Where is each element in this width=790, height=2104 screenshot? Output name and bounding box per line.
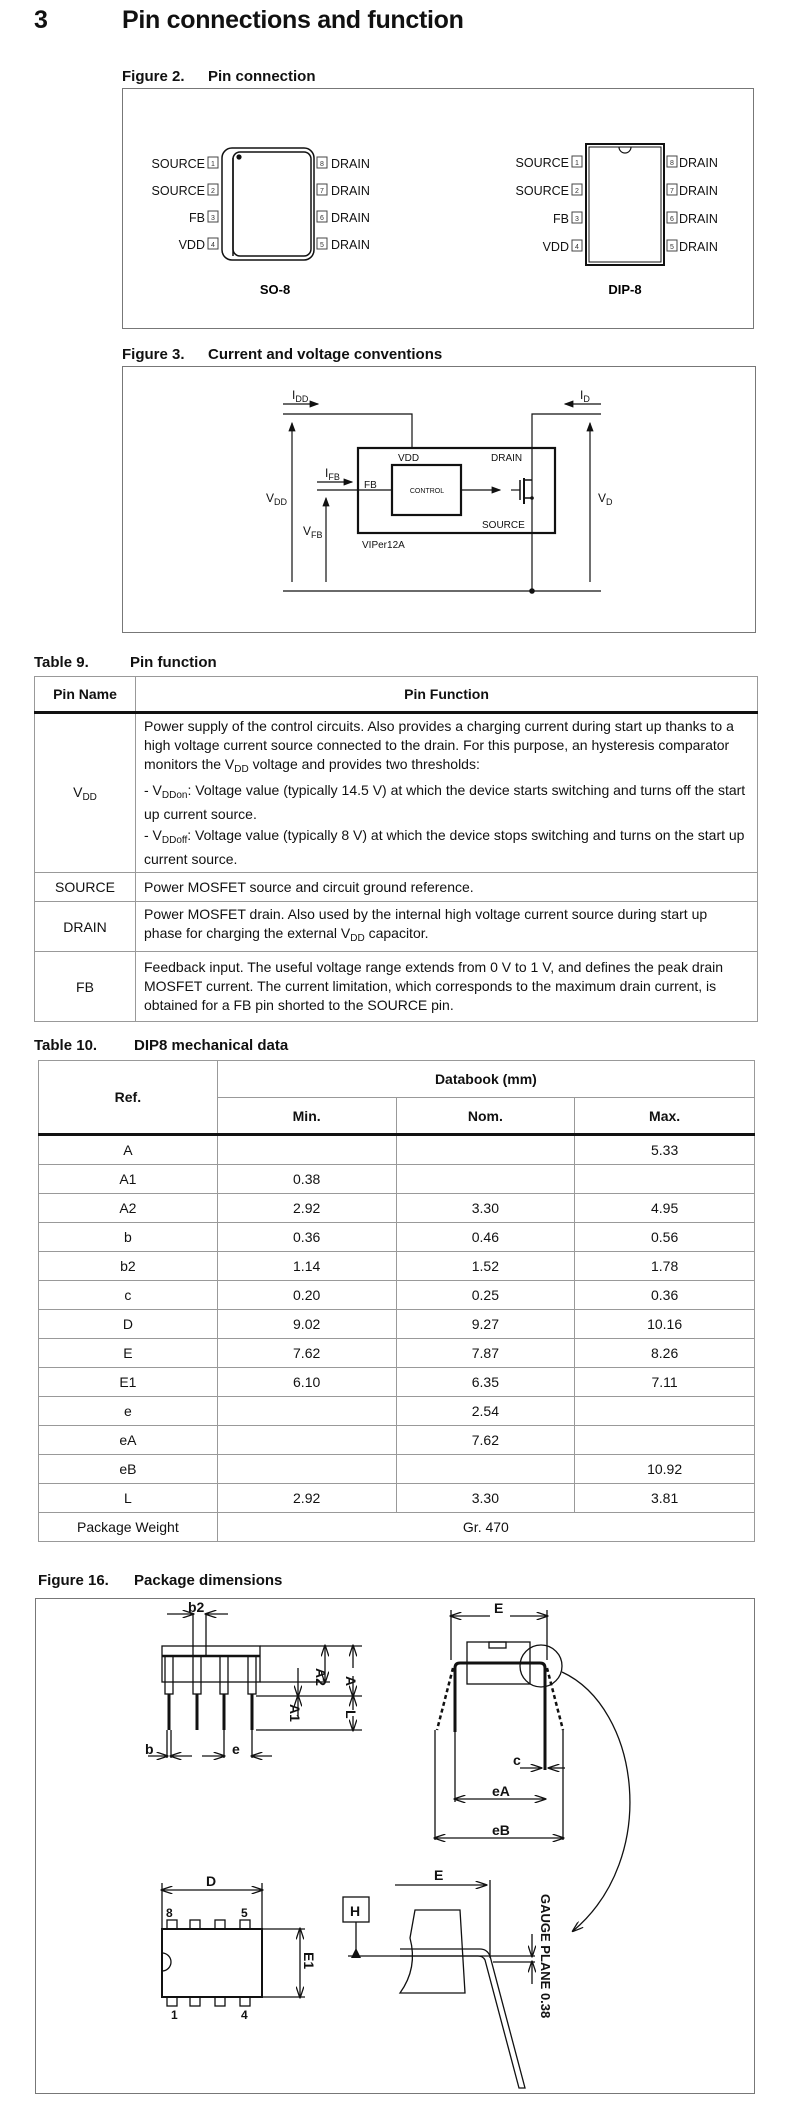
pin-connection-diagram	[0, 0, 790, 340]
section-title: Pin connections and function	[122, 6, 464, 34]
table-row: A1 0.38	[39, 1165, 755, 1194]
pin1-dot-icon	[236, 154, 241, 159]
junction-dot	[529, 588, 535, 594]
notch-icon	[619, 147, 631, 153]
svg-text:FB: FB	[189, 211, 205, 225]
dip8-package	[516, 144, 718, 297]
svg-text:SOURCE: SOURCE	[515, 184, 569, 198]
dip8-mechanical-table	[38, 1060, 755, 1542]
col-header-max: Max.	[575, 1098, 755, 1135]
table-row: eB 10.92	[39, 1455, 755, 1484]
table9-caption	[34, 654, 217, 671]
svg-text:eA: eA	[492, 1783, 510, 1799]
svg-text:E: E	[434, 1867, 444, 1883]
svg-text:DRAIN: DRAIN	[331, 238, 370, 252]
svg-text:IFB: $I_{FB}$	[325, 466, 340, 482]
current-voltage-diagram	[0, 366, 790, 636]
svg-text:SOURCE: SOURCE	[151, 157, 205, 171]
svg-text:DRAIN: DRAIN	[679, 212, 718, 226]
svg-text:4: 4	[211, 242, 215, 249]
table-row: FB Feedback input. The useful voltage range extends from 0 V to 1 V, and defines the peak drain MOSFET current. The current limitation, which corresponds to the maximum drain current, is obtained for a FB pin shorted to the SOURCE pin.	[35, 952, 758, 1022]
mosfet-icon	[520, 478, 532, 504]
svg-text:A1: A1	[287, 1704, 303, 1722]
table-row: b 0.36 0.46 0.56	[39, 1223, 755, 1252]
pin-function-table	[34, 676, 758, 1022]
svg-text:DRAIN: DRAIN	[331, 211, 370, 225]
svg-text:3: 3	[211, 215, 215, 222]
so8-package	[152, 148, 370, 297]
col-header-ref: Ref.	[39, 1061, 218, 1135]
table9-number: Table 9.	[34, 654, 89, 671]
svg-text:b2: b2	[188, 1599, 205, 1615]
svg-text:VDD: VDD	[178, 238, 205, 252]
svg-text:VIPer12A: VIPer12A	[362, 540, 405, 551]
table10-title: DIP8 mechanical data	[134, 1037, 289, 1054]
table-row: b2 1.14 1.52 1.78	[39, 1252, 755, 1281]
figure2-title: Pin connection	[208, 68, 316, 85]
svg-text:GAUGE PLANE 0.38: GAUGE PLANE 0.38	[538, 1894, 553, 2019]
svg-text:7: 7	[320, 188, 324, 195]
svg-text:H: H	[350, 1903, 361, 1919]
svg-text:2: 2	[575, 188, 579, 195]
svg-text:L: L	[343, 1710, 359, 1719]
section-number: 3	[34, 6, 48, 34]
col-header-pin-name: Pin Name	[35, 677, 136, 713]
svg-text:FB: FB	[553, 212, 569, 226]
svg-text:DRAIN: DRAIN	[679, 184, 718, 198]
figure3-number: Figure 3.	[122, 346, 185, 363]
table-row: c 0.20 0.25 0.36	[39, 1281, 755, 1310]
dip8-label: DIP-8	[608, 282, 642, 297]
table10-caption	[34, 1037, 288, 1054]
col-header-nom: Nom.	[396, 1098, 575, 1135]
svg-text:5: 5	[670, 244, 674, 251]
svg-text:ID: $I_D$	[580, 388, 590, 404]
svg-text:VDD: VDD	[398, 453, 420, 464]
svg-text:8: 8	[670, 160, 674, 167]
svg-text:8: 8	[320, 161, 324, 168]
figure3-title: Current and voltage conventions	[208, 346, 443, 363]
table-row-package-weight: Package Weight Gr. 470	[39, 1513, 755, 1542]
svg-text:SOURCE: SOURCE	[515, 156, 569, 170]
svg-text:VD: $V_D$	[598, 491, 613, 507]
col-header-min: Min.	[217, 1098, 396, 1135]
svg-text:DRAIN: DRAIN	[331, 184, 370, 198]
so8-label: SO-8	[259, 282, 291, 297]
table-row: e 2.54	[39, 1397, 755, 1426]
svg-text:IDD: $I_{DD}$	[292, 388, 309, 404]
svg-text:VFB: $V_{FB}$	[303, 524, 323, 540]
svg-text:A2: A2	[313, 1668, 329, 1686]
table9-title: Pin function	[130, 654, 217, 671]
svg-text:SOURCE: SOURCE	[151, 184, 205, 198]
svg-text:VDD: VDD	[542, 240, 569, 254]
svg-text:8: 8	[166, 1906, 173, 1920]
svg-text:A: A	[343, 1676, 359, 1687]
svg-text:e: e	[232, 1741, 240, 1757]
svg-text:4: 4	[241, 2008, 248, 2022]
svg-text:3: 3	[575, 216, 579, 223]
svg-text:1: 1	[171, 2008, 178, 2022]
svg-text:7: 7	[670, 188, 674, 195]
svg-text:5: 5	[320, 242, 324, 249]
svg-text:DRAIN: DRAIN	[331, 157, 370, 171]
col-header-pin-function: Pin Function	[136, 677, 758, 713]
svg-text:eB: eB	[492, 1822, 510, 1838]
svg-text:E1: E1	[301, 1952, 317, 1970]
figure3-caption	[122, 346, 442, 363]
table-row: $V_{DD}$ Power supply of the control circuits. Also provides a charging current during start up thanks to a high voltage current source connected to the drain. For this purpose, an hysteresis comparator monitors the $V_{DD}$ voltage and provides two thresholds: - $V_{DDon}$: Voltage value (typically 14.5 V) at which the device starts switching and turns off the start up current source. - $V_{DDoff}$: Voltage value (typically 8 V) at which the device stops switching and turns on the start up current source.	[35, 713, 758, 873]
svg-text:1: 1	[575, 160, 579, 167]
svg-text:SOURCE: SOURCE	[482, 520, 525, 531]
svg-text:5: 5	[241, 1906, 248, 1920]
svg-text:FB: FB	[364, 480, 377, 491]
svg-text:c: c	[513, 1752, 521, 1768]
svg-text:1: 1	[211, 161, 215, 168]
figure16-number: Figure 16.	[38, 1572, 109, 1589]
table10-number: Table 10.	[34, 1037, 98, 1054]
table-row: E1 6.10 6.35 7.11	[39, 1368, 755, 1397]
table-row: A2 2.92 3.30 4.95	[39, 1194, 755, 1223]
table-row: D 9.02 9.27 10.16	[39, 1310, 755, 1339]
table-row: SOURCE Power MOSFET source and circuit ground reference.	[35, 873, 758, 902]
svg-text:2: 2	[211, 188, 215, 195]
svg-text:4: 4	[575, 244, 579, 251]
svg-text:VDD: $V_{DD}$	[266, 491, 288, 507]
table-row: L 2.92 3.30 3.81	[39, 1484, 755, 1513]
figure16-title: Package dimensions	[134, 1572, 283, 1589]
table-row: E 7.62 7.87 8.26	[39, 1339, 755, 1368]
svg-text:6: 6	[670, 216, 674, 223]
svg-text:DRAIN: DRAIN	[679, 156, 718, 170]
svg-text:6: 6	[320, 215, 324, 222]
package-dimensions-drawing	[0, 1598, 790, 2098]
table-row: A 5.33	[39, 1135, 755, 1165]
figure16-caption	[38, 1572, 282, 1589]
figure2-number: Figure 2.	[122, 68, 185, 85]
svg-text:D: D	[206, 1873, 217, 1889]
svg-text:DRAIN: DRAIN	[491, 453, 523, 464]
table-row: DRAIN Power MOSFET drain. Also used by the internal high voltage current source during start up phase for charging the external $V_{DD}$ capacitor.	[35, 902, 758, 952]
svg-text:E: E	[494, 1600, 504, 1616]
svg-text:CONTROL: CONTROL	[409, 488, 445, 495]
svg-text:b: b	[145, 1741, 154, 1757]
table-row: eA 7.62	[39, 1426, 755, 1455]
col-header-databook: Databook (mm)	[217, 1061, 754, 1098]
svg-text:DRAIN: DRAIN	[679, 240, 718, 254]
